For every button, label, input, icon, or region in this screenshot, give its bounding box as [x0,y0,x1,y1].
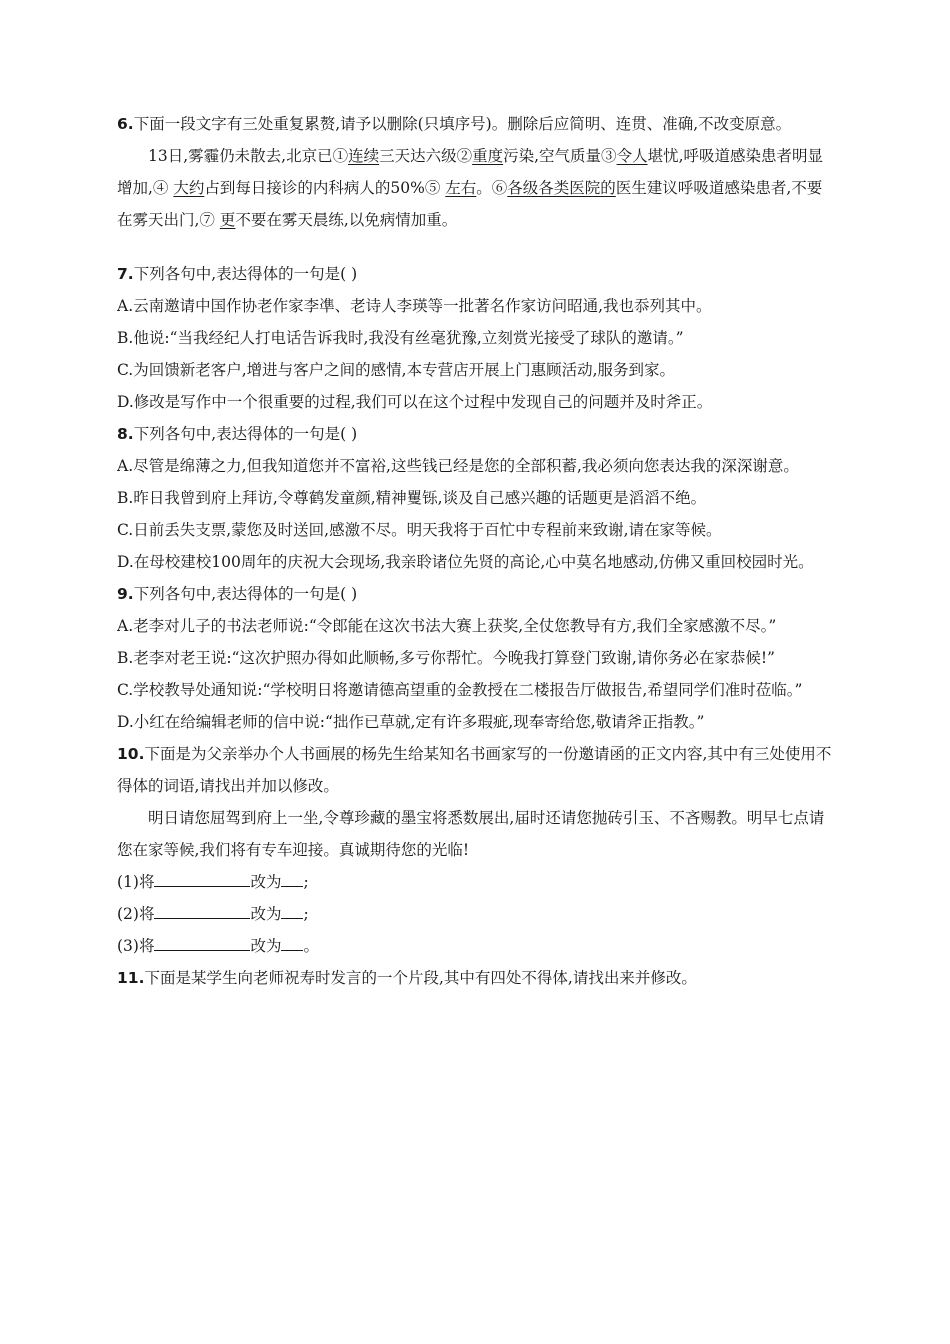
answer-blank[interactable] [281,868,303,887]
answer-line-3: (3)将 改为 。 [117,930,832,962]
option-c: C.学校教导处通知说:“学校明日将邀请德高望重的金教授在二楼报告厅做报告,希望同学们准时莅临。” [117,681,803,699]
question-11 [117,962,832,994]
option-b: B.昨日我曾到府上拜访,令尊鹤发童颜,精神矍铄,谈及自己感兴趣的话题更是滔滔不绝。 [117,489,707,507]
option-a: A.尽管是绵薄之力,但我知道您并不富裕,这些钱已经是您的全部积蓄,我必须向您表达我的深深谢意。 [117,457,799,475]
question-6 [117,108,832,236]
question-7 [117,258,832,418]
answer-blank[interactable] [154,868,250,887]
answer-blank[interactable] [154,932,250,951]
underlined-phrase: 大约 [173,179,205,197]
question-11-stem: 11.下面是某学生向老师祝寿时发言的一个片段,其中有四处不得体,请找出来并修改。 [117,969,697,987]
option-c: C.日前丢失支票,蒙您及时送回,感激不尽。明天我将于百忙中专程前来致谢,请在家等候。 [117,521,722,539]
option-b: B.他说:“当我经纪人打电话告诉我时,我没有丝毫犹豫,立刻赏光接受了球队的邀请。” [117,329,684,347]
underlined-phrase: 各级各类医院的 [507,179,616,197]
underlined-phrase: 左右 [445,179,477,197]
question-8 [117,418,832,578]
question-6-passage: 13日,雾霾仍未散去,北京已①连续三天达六级②重度污染,空气质量③令人堪忧,呼吸道感染患者明显增加,④ 大约占到每日接诊的内科病人的50%⑤ 左右。⑥各级各类医院的医生建议呼吸道感染患者,不要在雾天出门,⑦ 更不要在雾天晨练,以免病情加重。 [117,147,824,229]
answer-line-2: (2)将 改为 ; [117,898,832,930]
answer-line-1: (1)将 改为 ; [117,866,832,898]
underlined-phrase: 令人 [616,147,648,165]
question-10-stem: 10.下面是为父亲举办个人书画展的杨先生给某知名书画家写的一份邀请函的正文内容,其中有三处使用不得体的词语,请找出并加以修改。 [117,745,832,795]
option-d: D.小红在给编辑老师的信中说:“拙作已草就,定有许多瑕疵,现奉寄给您,敬请斧正指教。” [117,713,705,731]
question-7-stem: 7.下列各句中,表达得体的一句是( ) [117,265,358,283]
question-number: 9. [117,585,134,603]
option-b: B.老李对老王说:“这次护照办得如此顺畅,多亏你帮忙。今晚我打算登门致谢,请你务必在家恭候!” [117,649,775,667]
option-d: D.修改是写作中一个很重要的过程,我们可以在这个过程中发现自己的问题并及时斧正。 [117,393,713,411]
question-9 [117,578,832,738]
answer-blank[interactable] [154,900,250,919]
option-a: A.老李对儿子的书法老师说:“令郎能在这次书法大赛上获奖,全仗您教导有方,我们全家感激不尽。” [117,617,777,635]
question-number: 8. [117,425,134,443]
underlined-phrase: 更 [219,211,236,229]
question-6-stem: 6.下面一段文字有三处重复累赘,请予以删除(只填序号)。删除后应简明、连贯、准确,不改变原意。 [117,115,792,133]
question-number: 7. [117,265,134,283]
option-a: A.云南邀请中国作协老作家李凖、老诗人李瑛等一批著名作家访问昭通,我也忝列其中。 [117,297,712,315]
question-number: 6. [117,115,134,133]
question-10 [117,738,832,962]
question-10-passage: 明日请您屈驾到府上一坐,令尊珍藏的墨宝将悉数展出,届时还请您抛砖引玉、不吝赐教。明早七点请您在家等候,我们将有专车迎接。真诚期待您的光临! [117,809,825,859]
question-number: 10. [117,745,145,763]
answer-blank[interactable] [281,932,303,951]
underlined-phrase: 重度 [472,147,504,165]
question-number: 11. [117,969,145,987]
document-page [117,108,832,994]
question-9-stem: 9.下列各句中,表达得体的一句是( ) [117,585,358,603]
underlined-phrase: 连续 [348,147,380,165]
question-8-stem: 8.下列各句中,表达得体的一句是( ) [117,425,358,443]
option-d: D.在母校建校100周年的庆祝大会现场,我亲聆诸位先贤的高论,心中莫名地感动,仿佛又重回校园时光。 [117,553,814,571]
option-c: C.为回馈新老客户,增进与客户之间的感情,本专营店开展上门惠顾活动,服务到家。 [117,361,676,379]
answer-blank[interactable] [281,900,303,919]
